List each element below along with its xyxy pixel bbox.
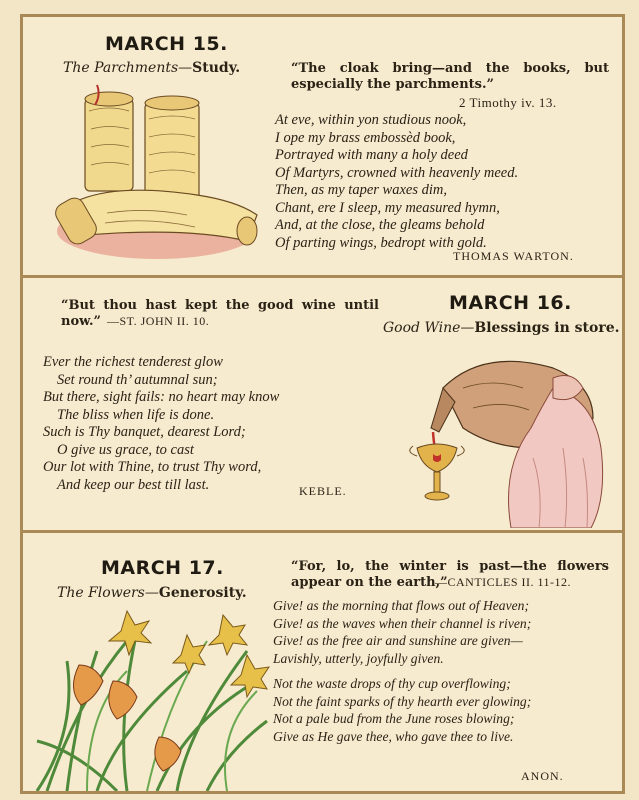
poem-line: Not the waste drops of thy cup overflowing; — [273, 676, 511, 691]
poem-line: Not the faint sparks of thy hearth ever glowing; — [273, 693, 532, 709]
entry-march-17 — [23, 533, 622, 791]
entry-reference: 2 Timothy iv. 13. — [459, 95, 557, 110]
poem-line: Give! as the morning that flows out of Heaven; — [273, 598, 529, 613]
poem-line: But there, sight fails: no heart may know — [43, 389, 280, 405]
entry-poem — [273, 597, 531, 745]
entry-quote: “For, lo, the winter is past—the flowers appear on the earth,” — [291, 559, 609, 590]
entry-subtitle-prefix: The Parchments— — [63, 60, 193, 76]
poem-line: Our lot with Thine, to trust Thy word, — [43, 459, 262, 475]
poem-line: And keep our best till last. — [57, 476, 210, 493]
entry-march-16 — [23, 278, 622, 533]
daffodils-illustration — [27, 605, 277, 791]
poem-line: Lavishly, utterly, joyfully given. — [273, 650, 444, 666]
poem-line: Such is Thy banquet, dearest Lord; — [43, 424, 246, 440]
wine-pouring-illustration — [403, 348, 613, 528]
entry-subtitle-word: Generosity. — [158, 585, 247, 601]
poem-line: Of parting wings, bedropt with gold. — [275, 234, 487, 251]
entry-reference: —CANTICLES II. 11-12. — [435, 575, 572, 589]
entry-subtitle-word: Study. — [192, 60, 241, 76]
poem-line: Set round th’ autumnal sun; — [57, 371, 218, 388]
entry-reference: —ST. JOHN II. 10. — [107, 314, 210, 328]
poem-line: The bliss when life is done. — [57, 406, 215, 423]
entry-quote: “The cloak bring—and the books, but especially the parchments.” — [291, 61, 609, 92]
entry-subtitle-word: Blessings in store. — [474, 320, 620, 336]
entry-subtitle — [383, 320, 619, 336]
poem-line: At eve, within yon studious nook, — [275, 112, 467, 128]
poem-line: Portrayed with many a holy deed — [275, 147, 468, 163]
entry-poem — [43, 354, 279, 494]
poem-line: Ever the richest tenderest glow — [43, 354, 223, 370]
page-frame — [20, 14, 625, 794]
poem-line: Give! as the waves when their channel is riven; — [273, 615, 532, 631]
entry-date: MARCH 15. — [105, 33, 228, 55]
parchments-illustration — [47, 81, 272, 261]
entry-subtitle-prefix: Good Wine— — [383, 320, 475, 336]
poem-line: O give us grace, to cast — [57, 441, 194, 458]
poem-line: I ope my brass embossèd book, — [275, 129, 456, 146]
entry-author: ANON. — [521, 769, 564, 783]
poem-line: Give as He gave thee, who gave thee to live. — [273, 728, 514, 744]
entry-subtitle — [63, 60, 240, 76]
entry-author: THOMAS WARTON. — [453, 249, 574, 263]
entry-subtitle — [57, 585, 247, 601]
stanza-gap — [273, 667, 531, 675]
poem-line: And, at the close, the gleams behold — [275, 217, 485, 233]
entry-poem — [275, 112, 518, 252]
entry-quote: “But thou hast kept the good wine until now.” — [61, 298, 379, 329]
entry-date: MARCH 17. — [101, 557, 224, 579]
entry-march-15 — [23, 17, 622, 278]
entry-subtitle-prefix: The Flowers— — [57, 585, 159, 601]
poem-line: Not a pale bud from the June roses blowing; — [273, 711, 515, 726]
entry-date: MARCH 16. — [449, 292, 572, 314]
entry-author: KEBLE. — [299, 484, 347, 498]
poem-line: Of Martyrs, crowned with heavenly meed. — [275, 164, 519, 181]
poem-line: Give! as the free air and sunshine are given— — [273, 633, 523, 648]
poem-line: Then, as my taper waxes dim, — [275, 182, 447, 198]
poem-line: Chant, ere I sleep, my measured hymn, — [275, 199, 500, 216]
